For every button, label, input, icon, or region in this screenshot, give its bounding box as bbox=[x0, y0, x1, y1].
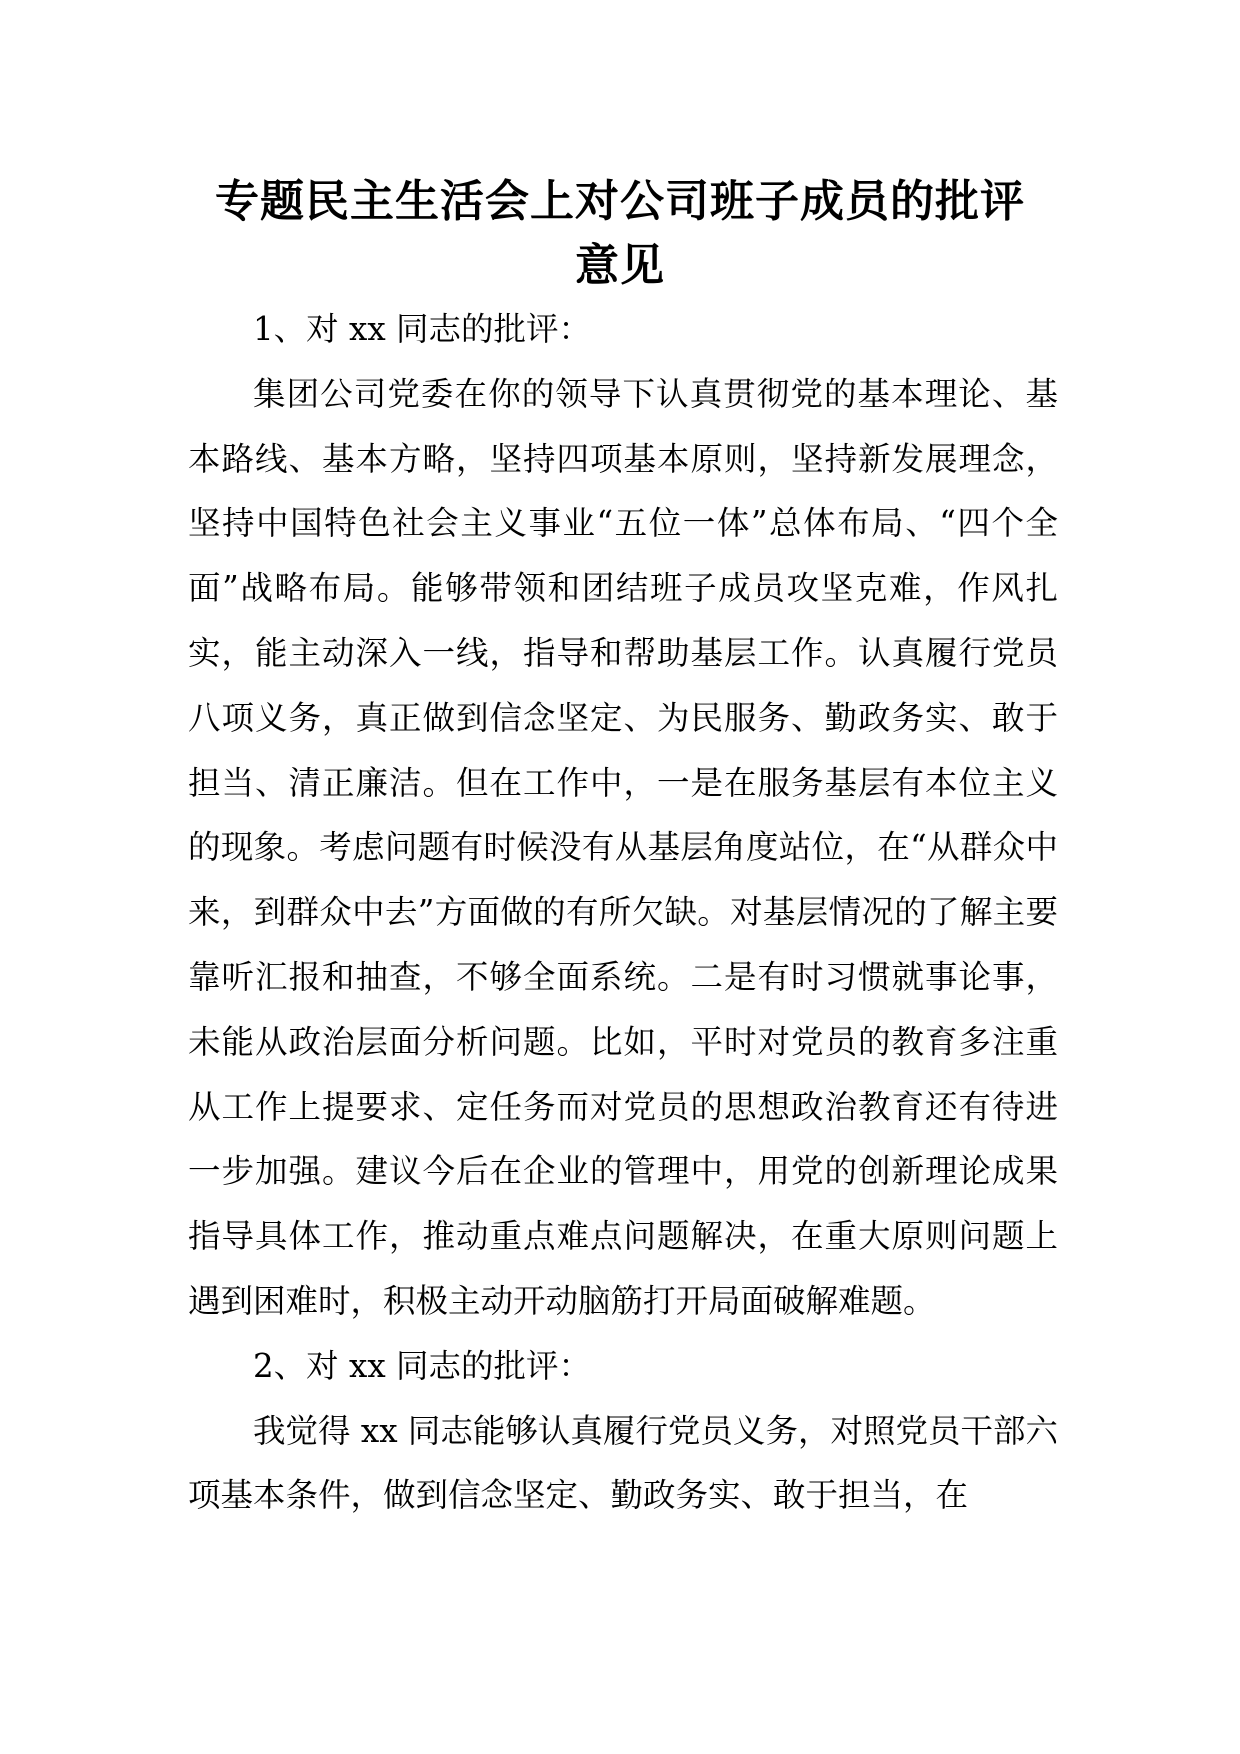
document-title-line-1: 专题民主生活会上对公司班子成员的批评 bbox=[215, 176, 1025, 227]
document-title-line-2: 意见 bbox=[575, 240, 665, 291]
section-1-paragraph: 集团公司党委在你的领导下认真贯彻党的基本理论、基本路线、基本方略，坚持四项基本原则，坚持新发展理念，坚持中国特色社会主义事业“五位一体”总体布局、“四个全面”战略布局。能够带领和团结班子成员攻坚克难，作风扎实，能主动深入一线，指导和帮助基层工作。认真履行党员八项义务，真正做到信念坚定、为民服务、勤政务实、敢于担当、清正廉洁。但在工作中，一是在服务基层有本位主义的现象。考虑问题有时候没有从基层角度站位，在“从群众中来，到群众中去”方面做的有所欠缺。对基层情况的了解主要靠听汇报和抽查，不够全面系统。二是有时习惯就事论事，未能从政治层面分析问题。比如，平时对党员的教育多注重从工作上提要求、定任务而对党员的思想政治教育还有待进一步加强。建议今后在企业的管理中，用党的创新理论成果指导具体工作，推动重点难点问题解决，在重大原则问题上遇到困难时，积极主动开动脑筋打开局面破解难题。 bbox=[188, 374, 1058, 1320]
section-2-heading: 2、对 xx 同志的批评： bbox=[253, 1346, 591, 1385]
document-title bbox=[160, 170, 1080, 298]
section-1-heading: 1、对 xx 同志的批评： bbox=[253, 310, 591, 348]
document-body bbox=[188, 297, 1058, 1528]
section-2-paragraph: 我觉得 xx 同志能够认真履行党员义务，对照党员干部六项基本条件，做到信念坚定、勤政务实、敢于担当，在 bbox=[188, 1411, 1058, 1515]
